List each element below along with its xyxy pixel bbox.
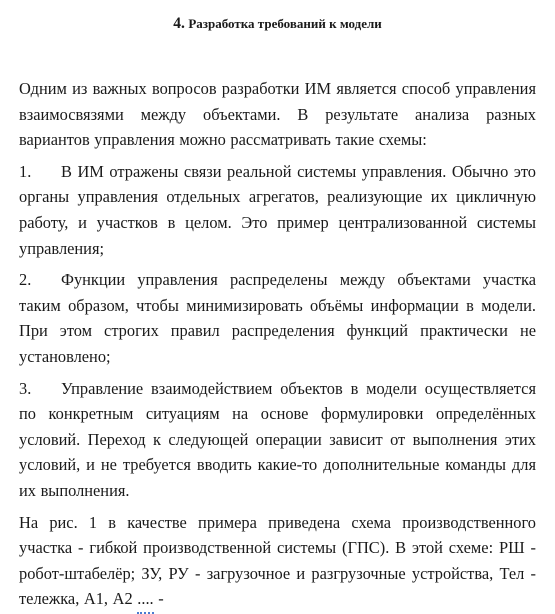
section-number: 4. — [173, 15, 185, 32]
list-item-1 — [19, 159, 536, 261]
section-title: Разработка требований к модели — [188, 16, 382, 31]
list-item-number: 3. — [19, 378, 32, 398]
closing-paragraph — [19, 510, 536, 614]
closing-text: На рис. 1 в качестве примера приведена схема производственного участка - гибкой производственной системы (ГПС). В этой схеме: РШ - робот-штабелёр; ЗУ, РУ - загрузочное и разгрузочные устройства, Тел - тележка, А1, А2 — [19, 512, 536, 609]
list-item-text: Функции управления распределены между объектами участка таким образом, чтобы минимизировать объёмы информации в модели. При этом строгих правил распределения функций практически не установлено; — [19, 270, 536, 366]
list-item-number: 1. — [19, 161, 32, 181]
closing-end: - — [153, 589, 164, 609]
spellcheck-underline: .... — [137, 586, 153, 614]
list-item-number: 2. — [19, 270, 32, 290]
section-heading — [19, 14, 536, 35]
list-item-text: Управление взаимодействием объектов в модели осуществляется по конкретным ситуациям на основе формулировки определённых условий. Переход к следующей операции зависит от выполнения этих условий, и не требуется вводить какие-то дополнительные команды для их выполнения. — [19, 378, 536, 500]
list-item-text: В ИМ отражены связи реальной системы управления. Обычно это органы управления отдельных агрегатов, реализующие их цикличную работу, и участков в целом. Это пример централизованной системы управления; — [19, 161, 536, 258]
intro-paragraph: Одним из важных вопросов разработки ИМ является способ управления взаимосвязями между объектами. В результате анализа разных вариантов управления можно рассматривать такие схемы: — [19, 79, 536, 150]
list-item-3 — [19, 376, 536, 504]
list-item-2 — [19, 267, 536, 369]
